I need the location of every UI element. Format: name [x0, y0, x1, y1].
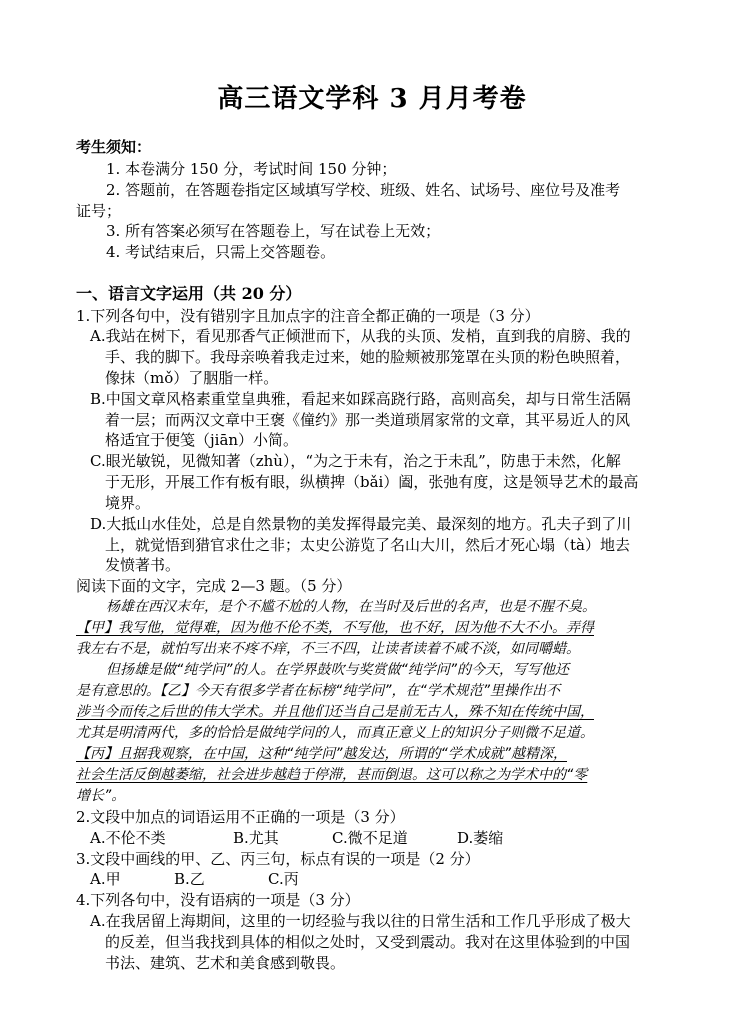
q3-option-a: A.甲 [90, 870, 121, 888]
q4-option-a: 的反差，但当我找到具体的相似之处时，又受到震动。我对在这里体验到的中国 [105, 933, 631, 951]
q3-option-b: B.乙 [174, 870, 205, 888]
q2-option-b: B.尤其 [233, 829, 279, 847]
q1-option-b: B.中国文章风格素重堂皇典雅，看起来如踩高跷行路，高则高矣，却与日常生活隔 [90, 390, 631, 408]
notice-item: 3. 所有答案必须写在答题卷上，写在试卷上无效； [106, 222, 441, 240]
notice-item: 2. 答题前，在答题卷指定区域填写学校、班级、姓名、试场号、座位号及准考 [106, 181, 621, 199]
q1-option-d: 上，就觉悟到猎官求仕之非；太史公游览了名山大川，然后才死心塌（tà）地去 [105, 536, 630, 554]
passage-line: 【甲】我写他，觉得难，因为他不伦不类，不写他，也不好，因为他不大不小。弄得 [76, 620, 594, 636]
q1-option-d: D.大抵山水佳处，总是自然景物的美发挥得最完美、最深刻的地方。孔夫子到了川 [90, 515, 632, 533]
q2-option-d: D.萎缩 [457, 829, 504, 847]
q1-option-b: 着一层；而两汉文章中王褒《僮约》那一类道琐屑家常的文章，其平易近人的风 [105, 411, 631, 429]
q4-option-a: 书法、建筑、艺术和美食感到敬畏。 [105, 954, 346, 972]
passage-line: 涉当今而传之后世的伟大学术。并且他们还当自己是前无古人，殊不知在传统中国， [76, 704, 594, 720]
q1-option-b: 格适宜于便笺（jiān）小简。 [105, 431, 299, 449]
notice-item: 4. 考试结束后，只需上交答题卷。 [106, 243, 336, 261]
passage-line: 尤其是明清两代，多的恰恰是做纯学问的人，而真正意义上的知识分子则微不足道。 [76, 725, 594, 741]
passage-line: 增长”。 [76, 788, 126, 804]
passage-line: 杨雄在西汉末年，是个不尴不尬的人物，在当时及后世的名声，也是不腥不臭。 [106, 599, 596, 615]
q1-option-a: A.我站在树下，看见那香气正倾泄而下，从我的头顶、发梢，直到我的肩膀、我的 [90, 327, 631, 345]
passage-line: 【丙】且据我观察，在中国，这种“纯学问”越发达，所谓的“学术成就”越精深， [76, 746, 568, 762]
passage-line: 但扬雄是做“纯学问”的人。在学界鼓吹与奖赏做“纯学问”的今天，写写他还 [106, 662, 570, 678]
notice-heading: 考生须知： [76, 138, 152, 156]
q4-option-a: A.在我居留上海期间，这里的一切经验与我以往的日常生活和工作几乎形成了极大 [90, 912, 631, 930]
q3-option-c: C.丙 [268, 870, 299, 888]
q1-option-c: C.眼光敏锐，见微知著（zhù），“为之于未有，治之于未乱”，防患于未然，化解 [90, 452, 621, 470]
q1-option-d: 发愤著书。 [105, 556, 181, 574]
q2-option-c: C.微不足道 [332, 829, 408, 847]
q1-option-c: 于无形，开展工作有板有眼，纵横捭（bǎi）阖，张弛有度，这是领导艺术的最高 [105, 473, 639, 491]
passage-line: 是有意思的。【乙】今天有很多学者在标榜“纯学问”，在“学术规范”里操作出不 [76, 683, 561, 699]
question-stem: 2.文段中加点的词语运用不正确的一项是（3 分） [76, 808, 405, 826]
section-heading: 一、语言文字运用（共 20 分） [76, 284, 302, 303]
q1-option-c: 境界。 [105, 494, 151, 512]
notice-item: 1. 本卷满分 150 分，考试时间 150 分钟； [106, 160, 397, 178]
page-title: 高三语文学科 3 月月考卷 [217, 84, 527, 114]
q1-option-a: 手、我的脚下。我母亲唤着我走过来，她的脸颊被那笼罩在头顶的粉色映照着， [105, 348, 631, 366]
question-stem: 1.下列各句中，没有错别字且加点字的注音全都正确的一项是（3 分） [76, 307, 540, 325]
q2-option-a: A.不伦不类 [90, 829, 166, 847]
passage-line: 我左右不是，就怕写出来不疼不痒，不三不四，让读者读着不咸不淡，如同嚼蜡。 [76, 641, 580, 657]
passage-line: 社会生活反倒越萎缩，社会进步越趋于停滞，甚而倒退。这可以称之为学术中的“零 [76, 767, 588, 783]
q1-option-a: 像抹（mǒ）了胭脂一样。 [105, 369, 279, 387]
question-stem: 4.下列各句中，没有语病的一项是（3 分） [76, 891, 360, 909]
question-stem: 3.文段中画线的甲、乙、丙三句，标点有误的一项是（2 分） [76, 850, 480, 868]
notice-item: 证号； [76, 202, 122, 220]
reading-intro: 阅读下面的文字，完成 2—3 题。（5 分） [76, 577, 352, 595]
